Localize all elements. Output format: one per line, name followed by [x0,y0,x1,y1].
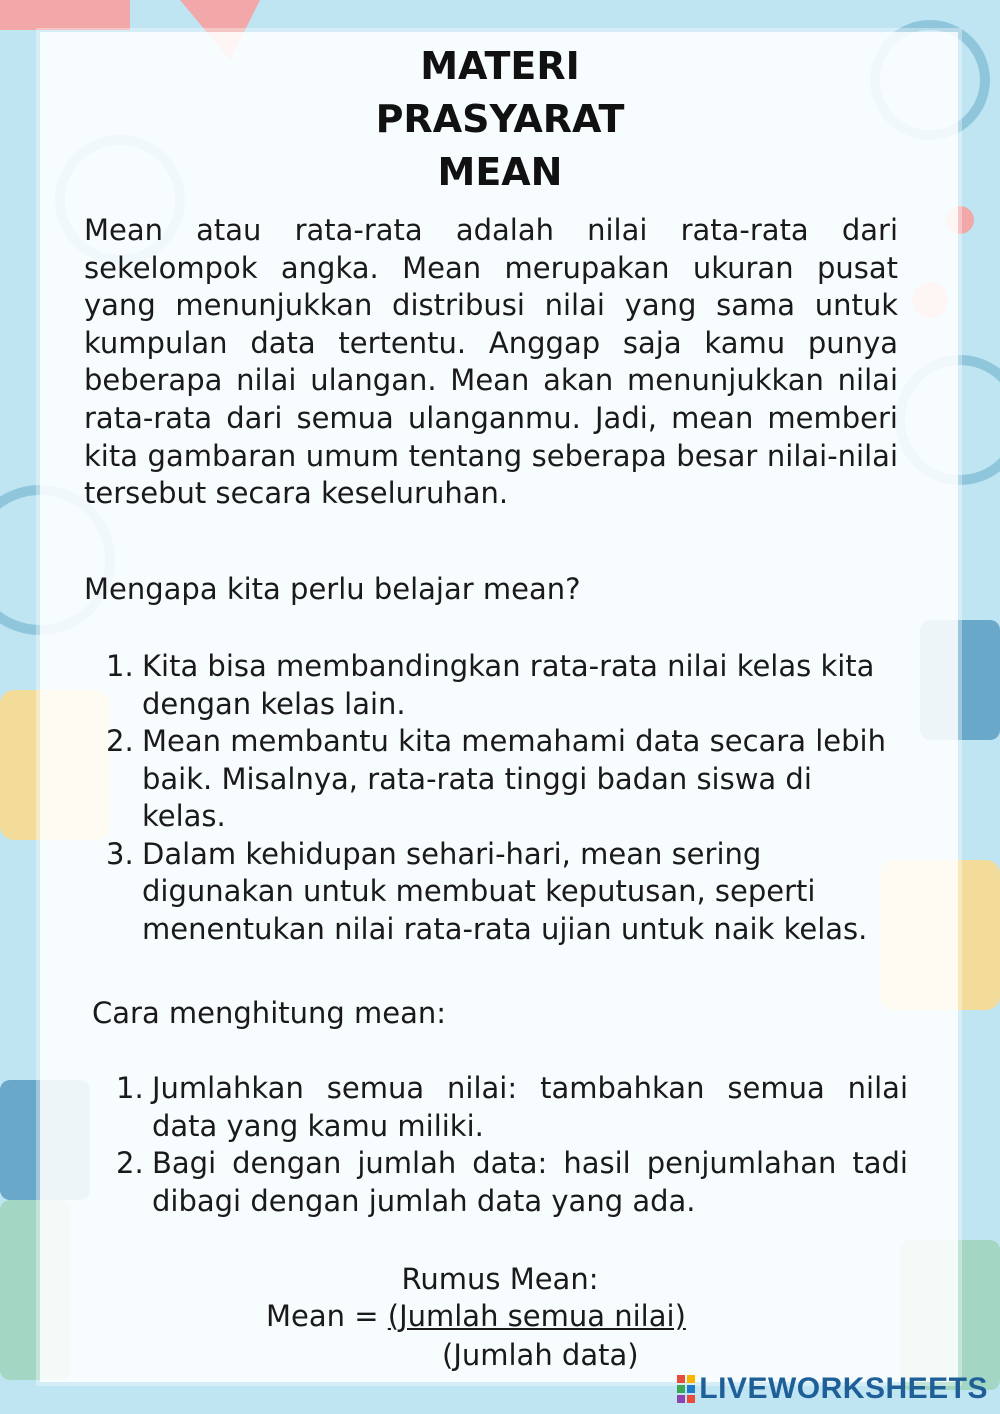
formula-denominator: (Jumlah data) [442,1338,639,1372]
list-item [116,1070,908,1145]
formula-line [266,1297,686,1335]
list-item [106,648,902,723]
list-text: Bagi dengan jumlah data: hasil penjumlahan tadi dibagi dengan jumlah data yang ada. [152,1146,908,1218]
page-title [0,40,1000,199]
watermark-text: LIVEWORKSHEETS [699,1372,988,1405]
list-number: 2. [106,724,134,758]
title-line-3: MEAN [437,150,563,194]
list-item [106,836,902,949]
list-text: Mean membantu kita memahami data secara lebih baik. Misalnya, rata-rata tinggi badan siswa di kelas. [142,724,886,833]
list-item [116,1145,908,1220]
reasons-list [106,648,902,948]
formula-numerator: (Jumlah semua nilai) [387,1299,686,1333]
cara-heading: Cara menghitung mean: [92,996,447,1030]
formula-heading: Rumus Mean: [401,1262,599,1296]
title-line-2: PRASYARAT [375,97,625,141]
list-number: 1. [116,1071,144,1105]
formula-lhs: Mean = [266,1299,388,1333]
list-item [106,723,902,836]
title-line-1: MATERI [420,44,580,88]
list-text: Kita bisa membandingkan rata-rata nilai kelas kita dengan kelas lain. [142,649,875,721]
steps-list [116,1070,908,1220]
list-number: 2. [116,1146,144,1180]
liveworksheets-watermark [677,1372,988,1406]
liveworksheets-logo-icon [677,1375,695,1403]
list-text: Dalam kehidupan sehari-hari, mean sering digunakan untuk membuat keputusan, seperti menentukan nilai rata-rata ujian untuk naik kelas. [142,836,868,946]
list-number: 1. [106,649,134,683]
question-heading: Mengapa kita perlu belajar mean? [84,572,581,606]
list-number: 3. [106,836,134,871]
intro-paragraph: Mean atau rata-rata adalah nilai rata-rata dari sekelompok angka. Mean merupakan ukuran pusat yang menunjukkan distribusi nilai yang sama untuk kumpulan data tertentu. Anggap saja kamu punya beberapa nilai ulangan. Mean akan menunjukkan nilai rata-rata dari semua ulanganmu. Jadi, mean memberi kita gambaran umum tentang seberapa besar nilai-nilai tersebut secara keseluruhan. [84,213,898,511]
list-text: Jumlahkan semua nilai: tambahkan semua nilai data yang kamu miliki. [152,1071,908,1143]
